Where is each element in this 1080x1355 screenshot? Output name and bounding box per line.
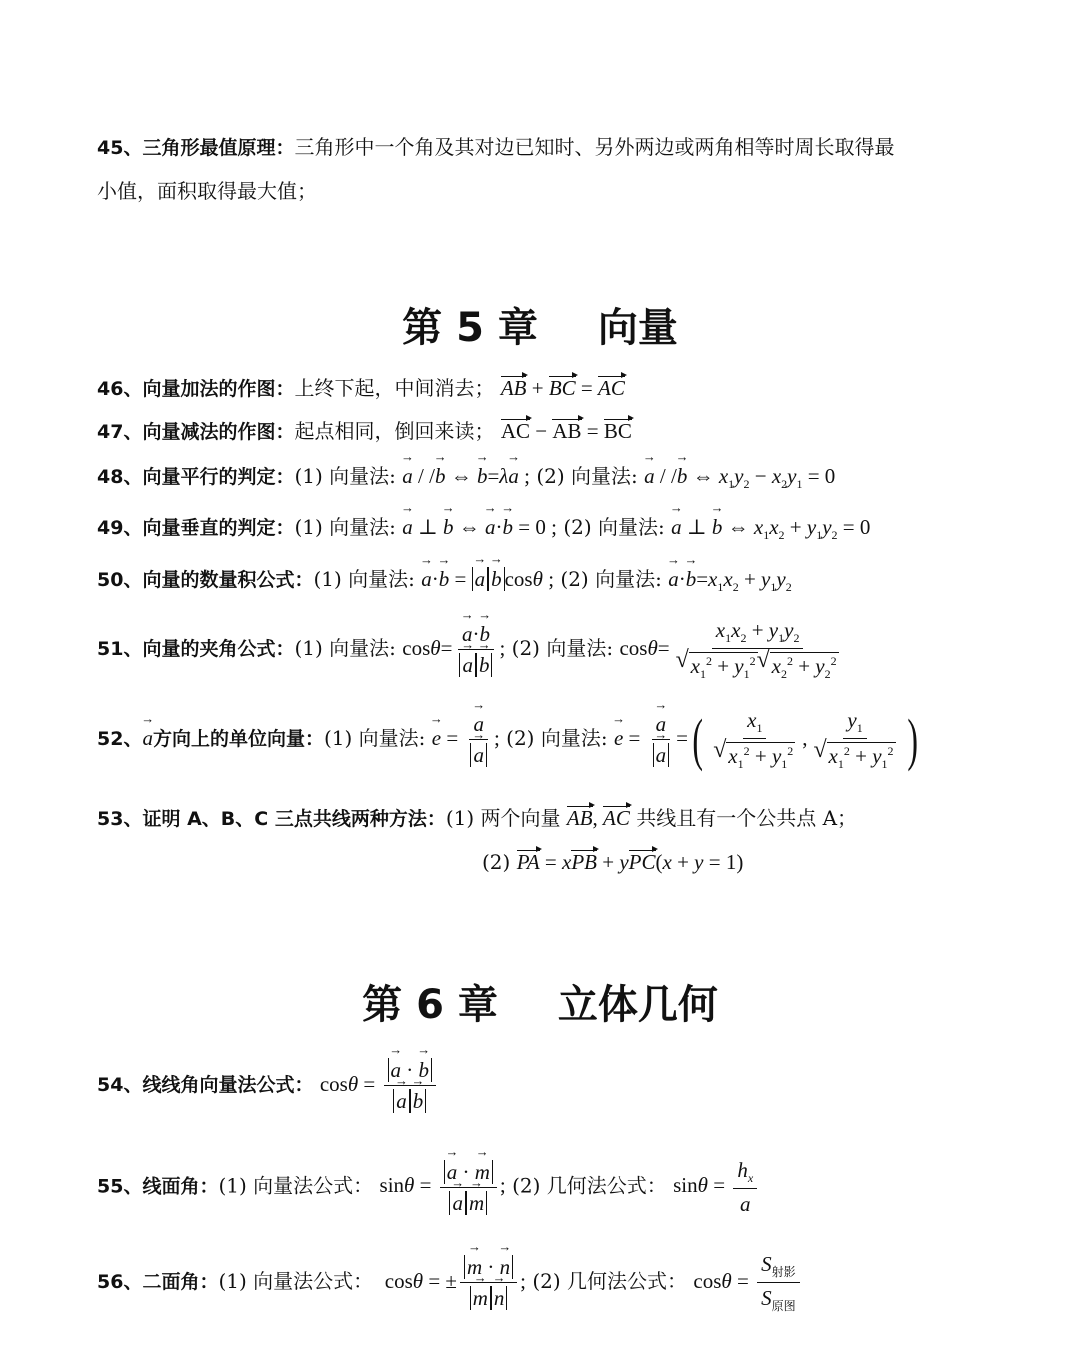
item-title: 向量的夹角公式：: [142, 638, 295, 660]
method-2: (2) 几何法公式：: [532, 1269, 688, 1293]
item-number: 49、: [97, 517, 143, 539]
item-title: 向量减法的作图：: [142, 421, 295, 443]
formula: cosθ = → a · → b → a→ b: [320, 1072, 439, 1096]
item-title: 向量加法的作图：: [142, 378, 295, 400]
item-45-cont: [97, 175, 1020, 204]
subscript-original: 原图: [771, 1299, 796, 1314]
method-2: (2) 向量法:: [536, 464, 638, 488]
item-55: [97, 1158, 1020, 1217]
item-title: 向量垂直的判定：: [142, 517, 295, 539]
item-56: [97, 1252, 1020, 1314]
item-number: 48、: [97, 466, 143, 488]
item-title: 线线角向量法公式：: [142, 1073, 314, 1096]
method-2: (2) 向量法:: [506, 726, 608, 750]
item-53-method-2: [482, 850, 1020, 875]
method-2: (2) 向量法:: [511, 636, 614, 660]
method-1: (1) 两个向量: [445, 806, 561, 830]
item-number: 47、: [97, 421, 143, 443]
item-48: [97, 460, 1020, 492]
chapter-6-heading: [0, 973, 1080, 1030]
item-47: [97, 415, 1020, 444]
item-number: 51、: [97, 638, 143, 660]
formula: AB + BC = AC: [500, 376, 625, 400]
formula: sinθ = → a · → m → a→ m ;: [380, 1173, 506, 1197]
formula: → a / /→ b ⇔ $x_1y_2 - x_2y_1 = 0$: [644, 464, 835, 488]
method-2: (2) 向量法:: [560, 567, 662, 591]
item-45: [97, 131, 1020, 160]
item-title: 方向上的单位向量：: [152, 728, 324, 750]
chapter-5-heading: [0, 296, 1080, 353]
method-1: (1) 向量法公式：: [218, 1173, 374, 1198]
method-1: (1) 向量法:: [313, 567, 415, 591]
formula: → a ⊥ → b ⇔ → a·→ b = 0 ;: [402, 515, 557, 539]
item-53: [97, 802, 1020, 831]
item-title: 线面角：: [142, 1175, 219, 1198]
item-text: 小值，面积取得最大值；: [97, 179, 317, 203]
item-49: [97, 511, 1020, 543]
chapter-label: 第 5 章: [402, 305, 538, 351]
formula: → a / /→ b ⇔ → b=λ→ a ;: [402, 464, 530, 488]
method-1: (1) 向量法:: [294, 464, 396, 488]
item-50: [97, 563, 1020, 595]
item-number: 50、: [97, 569, 143, 591]
item-text: 三角形中一个角及其对边已知时、另外两边或两角相等时周长取得最: [294, 135, 895, 159]
method-1-tail: 共线且有一个公共点 A；: [636, 806, 858, 830]
chapter-name: 立体几何: [557, 982, 718, 1028]
item-text: 上终下起，中间消去；: [294, 376, 495, 400]
formula: cosθ = $\frac{S_{射影}}{S_{原图}}$: [693, 1269, 802, 1293]
item-54: [97, 1058, 1020, 1114]
formula: PA = xPB + yPC(x + y = 1): [516, 850, 744, 874]
item-number: 55、: [97, 1175, 143, 1198]
item-number: 54、: [97, 1073, 143, 1096]
method-1: (1) 向量法:: [323, 726, 426, 750]
chapter-label: 第 6 章: [362, 982, 498, 1028]
item-52: 52、→ a方向上的单位向量：(1) 向量法: → e = → a → a ; (2) 向量法: → e = → a → a =( $x_1$ √ $x_1^2 + y_1^2$ , $y_1$ √ $x_1^2 + y_1^2$ ): [97, 708, 1020, 772]
formula: → a·→ b = → a→ b cosθ ;: [421, 567, 554, 591]
formula: → e = → a → a ;: [432, 726, 500, 750]
item-title: 向量平行的判定：: [142, 466, 295, 488]
item-46: [97, 372, 1020, 401]
item-number: 45、: [97, 137, 143, 159]
item-number: 56、: [97, 1271, 143, 1293]
formula: → a ⊥ → b ⇔ $x_1x_2 + y_1y_2 = 0$: [671, 515, 870, 539]
formula: AC − AB = BC: [500, 419, 632, 443]
subscript-projection: 射影: [771, 1265, 796, 1280]
chapter-name: 向量: [597, 305, 678, 351]
formula: → e = → a → a =( $x_1$ √ $x_1^2 + y_1^2$ , $y_1$ √ $x_1^2 + y_1^2$ ): [614, 726, 922, 750]
item-number: 53、: [97, 808, 143, 830]
formula: → $a\cdot\to b=x_1x_2 + y_1y_2$: [668, 567, 792, 591]
item-title: 向量的数量积公式：: [142, 569, 314, 591]
item-title: 证明 A、B、C 三点共线两种方法：: [142, 808, 446, 830]
method-2: (2) 几何法公式：: [512, 1173, 667, 1198]
item-text: 起点相同，倒回来读；: [294, 419, 495, 443]
formula: sinθ = $\frac{h_x}{a}$: [673, 1173, 760, 1197]
method-2: (2) 向量法:: [563, 515, 665, 539]
method-1: (1) 向量法:: [294, 515, 396, 539]
method-1: (1) 向量法公式：: [218, 1269, 374, 1293]
method-1: (1) 向量法:: [294, 636, 396, 660]
item-title: 三角形最值原理：: [142, 137, 295, 159]
formula: cosθ= → a·→ b → a→ b ;: [402, 636, 505, 660]
formula: cosθ= $x_1x_2 + y_1y_2$ √ $x_1^2 + y_1^2√$ $x_2^2 + y_2^2$: [619, 636, 845, 660]
item-title: 二面角：: [142, 1271, 219, 1293]
item-number: 52、: [97, 728, 143, 750]
item-number: 46、: [97, 378, 143, 400]
formula: cosθ = ± → m · → n → m→ n ;: [380, 1269, 526, 1293]
item-51: [97, 618, 1020, 682]
formula: AB, AC: [566, 806, 630, 830]
method-2: (2): [482, 850, 511, 874]
